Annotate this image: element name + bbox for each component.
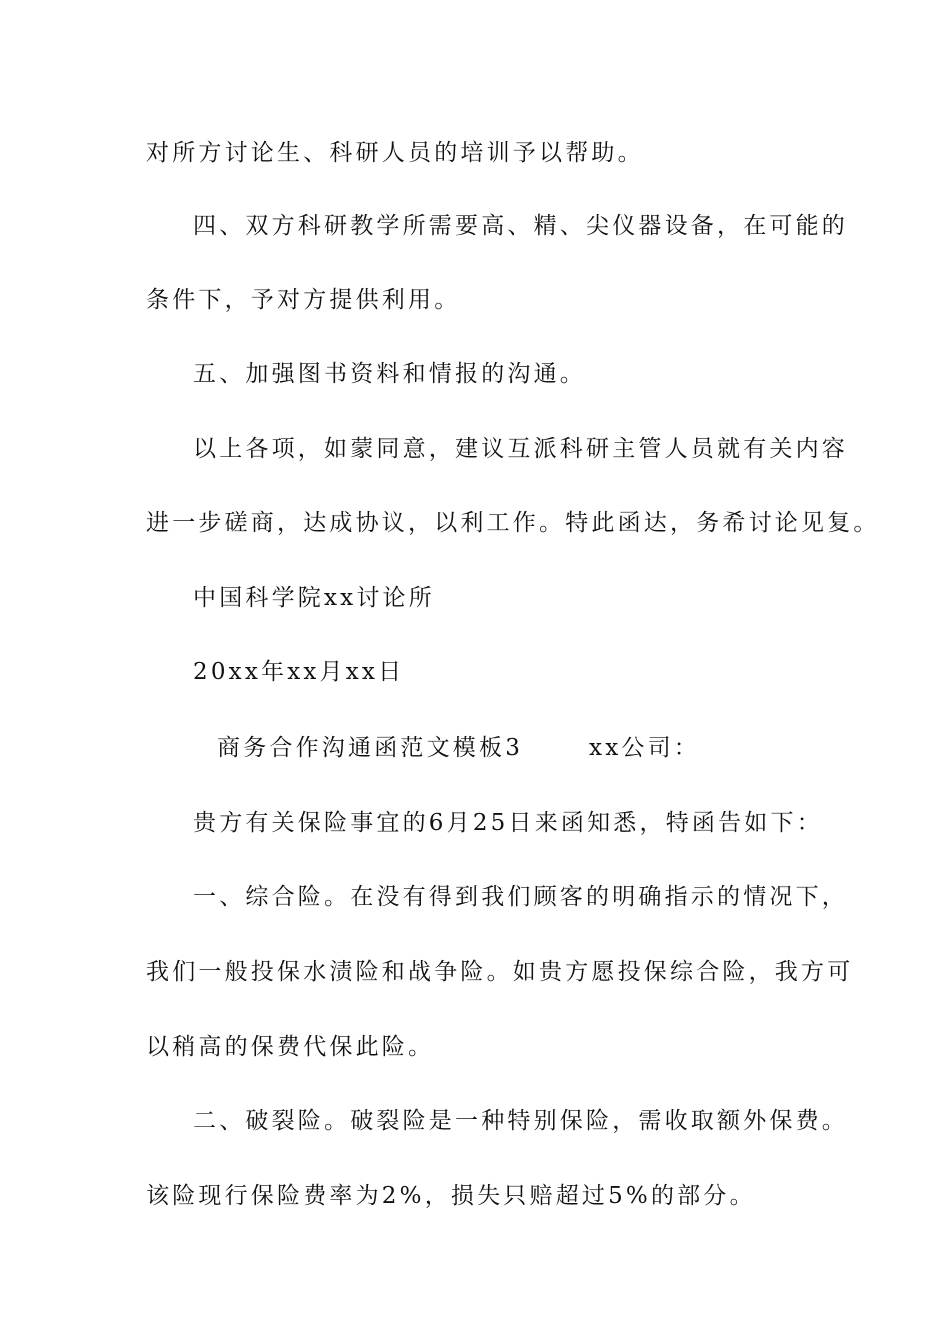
signature-date: 20xx年xx月xx日 [193, 659, 405, 685]
paragraph-line: 条件下，予对方提供利用。 [146, 287, 461, 313]
section-title: 商务合作沟通函范文模板3 [217, 735, 524, 761]
paragraph-line: 贵方有关保险事宜的6月25日来函知悉，特函告如下： [193, 810, 823, 836]
section-heading-row [217, 733, 700, 763]
paragraph-line: 以上各项，如蒙同意，建议互派科研主管人员就有关内容 [193, 436, 848, 462]
signature-org: 中国科学院xx讨论所 [193, 585, 435, 611]
paragraph-line: 对所方讨论生、科研人员的培训予以帮助。 [146, 140, 644, 166]
paragraph-line: 一、综合险。在没有得到我们顾客的明确指示的情况下， [193, 884, 848, 910]
paragraph-line: 以稍高的保费代保此险。 [146, 1034, 435, 1060]
recipient-line: xx公司： [589, 735, 700, 761]
paragraph-line: 五、加强图书资料和情报的沟通。 [193, 361, 586, 387]
paragraph-line: 进一步磋商，达成协议，以利工作。特此函达，务希讨论见复。 [146, 510, 880, 536]
paragraph-line: 二、破裂险。破裂险是一种特别保险，需收取额外保费。 [193, 1108, 848, 1134]
paragraph-line: 我们一般投保水渍险和战争险。如贵方愿投保综合险，我方可 [146, 959, 854, 985]
paragraph-line: 该险现行保险费率为2%，损失只赔超过5%的部分。 [146, 1183, 756, 1209]
paragraph-line: 四、双方科研教学所需要高、精、尖仪器设备，在可能的 [193, 213, 848, 239]
